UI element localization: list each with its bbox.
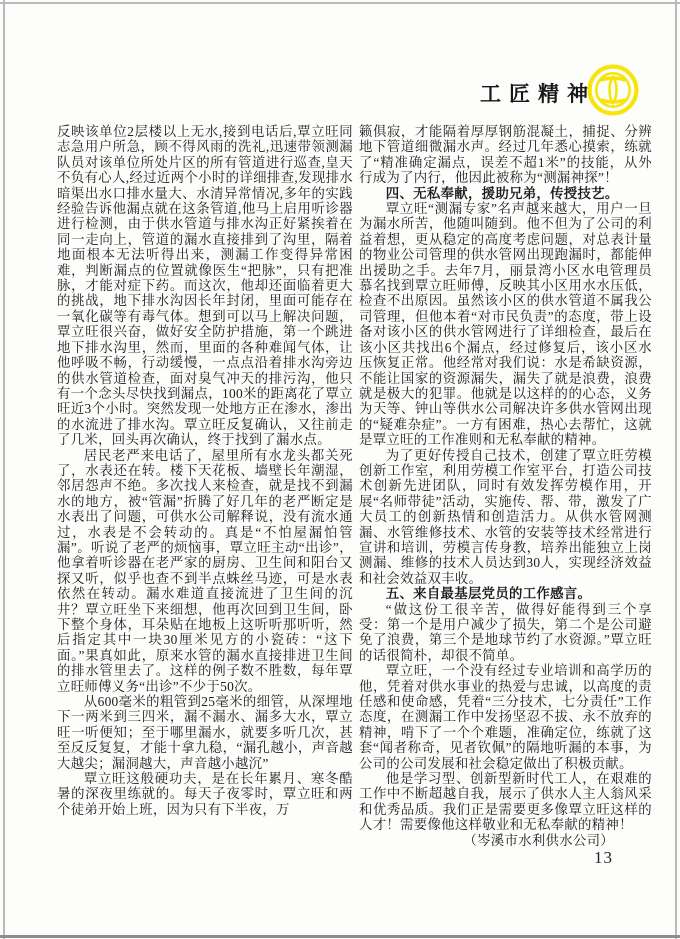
paragraph: 从600毫米的粗管到25毫米的细管，从深埋地下一两米到三四米，漏不漏水、漏多大水，覃立旺一听便知；至于哪里漏水，就要多听几次，甚至反反复复，才能十拿九稳，“漏孔越小，声音越大越尖；漏洞越大，声音越小越沉”	[57, 694, 353, 771]
paragraph: “做这份工很辛苦，做得好能得到三个享受：第一个是用户减少了损失，第二个是公司避免了浪费，第三个是地球节约了水资源。”覃立旺的话很简朴，却很不简单。	[359, 601, 652, 663]
paragraph: 覃立旺这般硬功夫，是在长年累月、寒冬酷暑的深夜里练就的。每天子夜零时，覃立旺和两个徒弟开始上班，因为只有下半夜，万	[57, 771, 353, 817]
paragraph: 为了更好传授自己技术，创建了覃立旺劳模创新工作室，利用劳模工作室平台，打造公司技术创新先进团队，同时有效发挥劳模作用，开展“名师带徒”活动，实施传、帮、带，激发了广大员工的创新热情和创造活力。从供水管网测漏、水管维修技术、水管的安装等技术经常进行宣讲和培训，劳模言传身教，培养出能独立上岗测漏、维修的技术人员达到30人，实现经济效益和社会效益双丰收。	[359, 447, 652, 586]
paragraph: 居民老严来电话了，屋里所有水龙头都关死了，水表还在转。楼下天花板、墙壁长年潮湿，邻居怨声不绝。多次找人来检查，就是找不到漏水的地方，被“管漏”折腾了好几年的老严断定是水表出了问题，可供水公司解释说，没有流水通过，水表是不会转动的。真是“不怕屋漏怕管漏”。听说了老严的烦恼事，覃立旺主动“出诊”，他拿着听诊器在老严家的厨房、卫生间和阳台又探又听，似乎也查不到半点蛛丝马迹，可是水表依然在转动。漏水难道直接流进了卫生间的沉井？覃立旺坐下来细想，他再次回到卫生间，卧下整个身体，耳朵贴在地板上这听听那听听，然后指定其中一块30厘米见方的小瓷砖：“这下面。”果真如此，原来水管的漏水直接排进卫生间的排水管里去了。这样的例子数不胜数，每年覃立旺师傅义务“出诊”不少于50次。	[57, 447, 353, 694]
paragraph: 覃立旺，一个没有经过专业培训和高学历的他，凭着对供水事业的热爱与忠诚，以高度的责任感和使命感，凭着“三分技术，七分责任”工作态度，在测漏工作中发扬坚忍不拔、永不放弃的精神，啃下了一个个难题，准确定位，练就了这套“闻者称奇，见者钦佩”的隔地听漏的本事，为公司的公司发展和社会稳定做出了积极贡献。	[359, 663, 652, 771]
scan-edge-right	[675, 0, 677, 939]
trade-union-emblem-icon	[587, 64, 639, 116]
scan-edge-left	[3, 0, 5, 939]
paragraph: 反映该单位2层楼以上无水,接到电话后,覃立旺同志急用户所急，顾不得风雨的洗礼,迅速带领测漏队员对该单位所处片区的所有管道进行巡查,皇天不负有心人,经过近两个小时的详细排查,发现排水暗渠出水口排水量大、水清异常情况,多年的实践经验告诉他漏点就在这条管道,他马上启用听诊器进行检测，由于供水管道与排水沟正好紧挨着在同一走向上，管道的漏水直接排到了沟里，隔着地面根本无法听得出来，测漏工作变得异常困难，判断漏点的位置就像医生“把脉”，只有把准脉，才能对症下药。而这次，他却还面临着更大的挑战，地下排水沟因长年封闭，里面可能存在一氧化碳等有毒气体。想到可以马上解决问题，覃立旺很兴奋，做好安全防护措施，第一个跳进地下排水沟里，然而，里面的各种难闻气体，让他呼吸不畅，行动缓慢，一点点沿着排水沟旁边的供水管道检查，面对臭气冲天的排污沟，他只有一个念头尽快找到漏点，100米的距离花了覃立旺近3个小时。突然发现一处地方正在渗水，渗出的水流进了排水沟。覃立旺反复确认，又往前走了几米，回头再次确认，终于找到了漏水点。	[57, 124, 353, 448]
page-header	[470, 64, 650, 118]
section-heading: 五、来自最基层党员的工作感言。	[385, 586, 592, 602]
section-heading: 四、无私奉献，援助兄弟，传授技艺。	[385, 185, 619, 201]
author-signature: （岑溪市水利供水公司）	[463, 832, 614, 848]
page-title: 工匠精神	[480, 83, 596, 106]
paragraph: 他是学习型、创新型新时代工人，在艰难的工作中不断超越自我，展示了供水人主人翁风采和优秀品质。我们正是需要更多像覃立旺这样的人才！需要像他这样敬业和无私奉献的精神！	[359, 771, 652, 833]
page-number: 13	[594, 848, 613, 867]
scan-edge-bottom	[0, 935, 680, 938]
scan-edge-top	[0, 2, 680, 4]
paragraph: 覃立旺“测漏专家”名声越来越大，用户一旦为漏水所苦，他随叫随到。他不但为了公司的利益着想，更从稳定的高度考虑问题，对总表计量的物业公司管理的供水管网出现跑漏时，都能伸出援助之手。去年7月，丽景湾小区水电管理员慕名找到覃立旺师傅，反映其小区用水水压低，检查不出原因。虽然该小区的供水管道不属我公司管理，但他本着“对市民负责”的态度，带上设备对该小区的供水管网进行了详细检查，最后在该小区共找出6个漏点，经过修复后，该小区水压恢复正常。他经常对我们说：水是希缺资源，不能让国家的资源漏失，漏失了就是浪费，浪费就是极大的犯罪。他就是以这样的的心态，义务为天等、钟山等供水公司解决许多供水管网出现的“疑难杂症”。一方有困难，热心去帮忙，这就是覃立旺的工作准则和无私奉献的精神。	[359, 201, 652, 448]
paragraph: 籁俱寂，才能隔着厚厚钢筋混凝土，捕捉、分辨地下管道细微漏水声。经过几年悉心摸索，练就了“精准确定漏点，误差不超1米”的技能，从外行成为了内行，他因此被称为“测漏神探”！	[359, 124, 652, 186]
left-column	[57, 124, 353, 817]
right-column	[359, 124, 652, 848]
